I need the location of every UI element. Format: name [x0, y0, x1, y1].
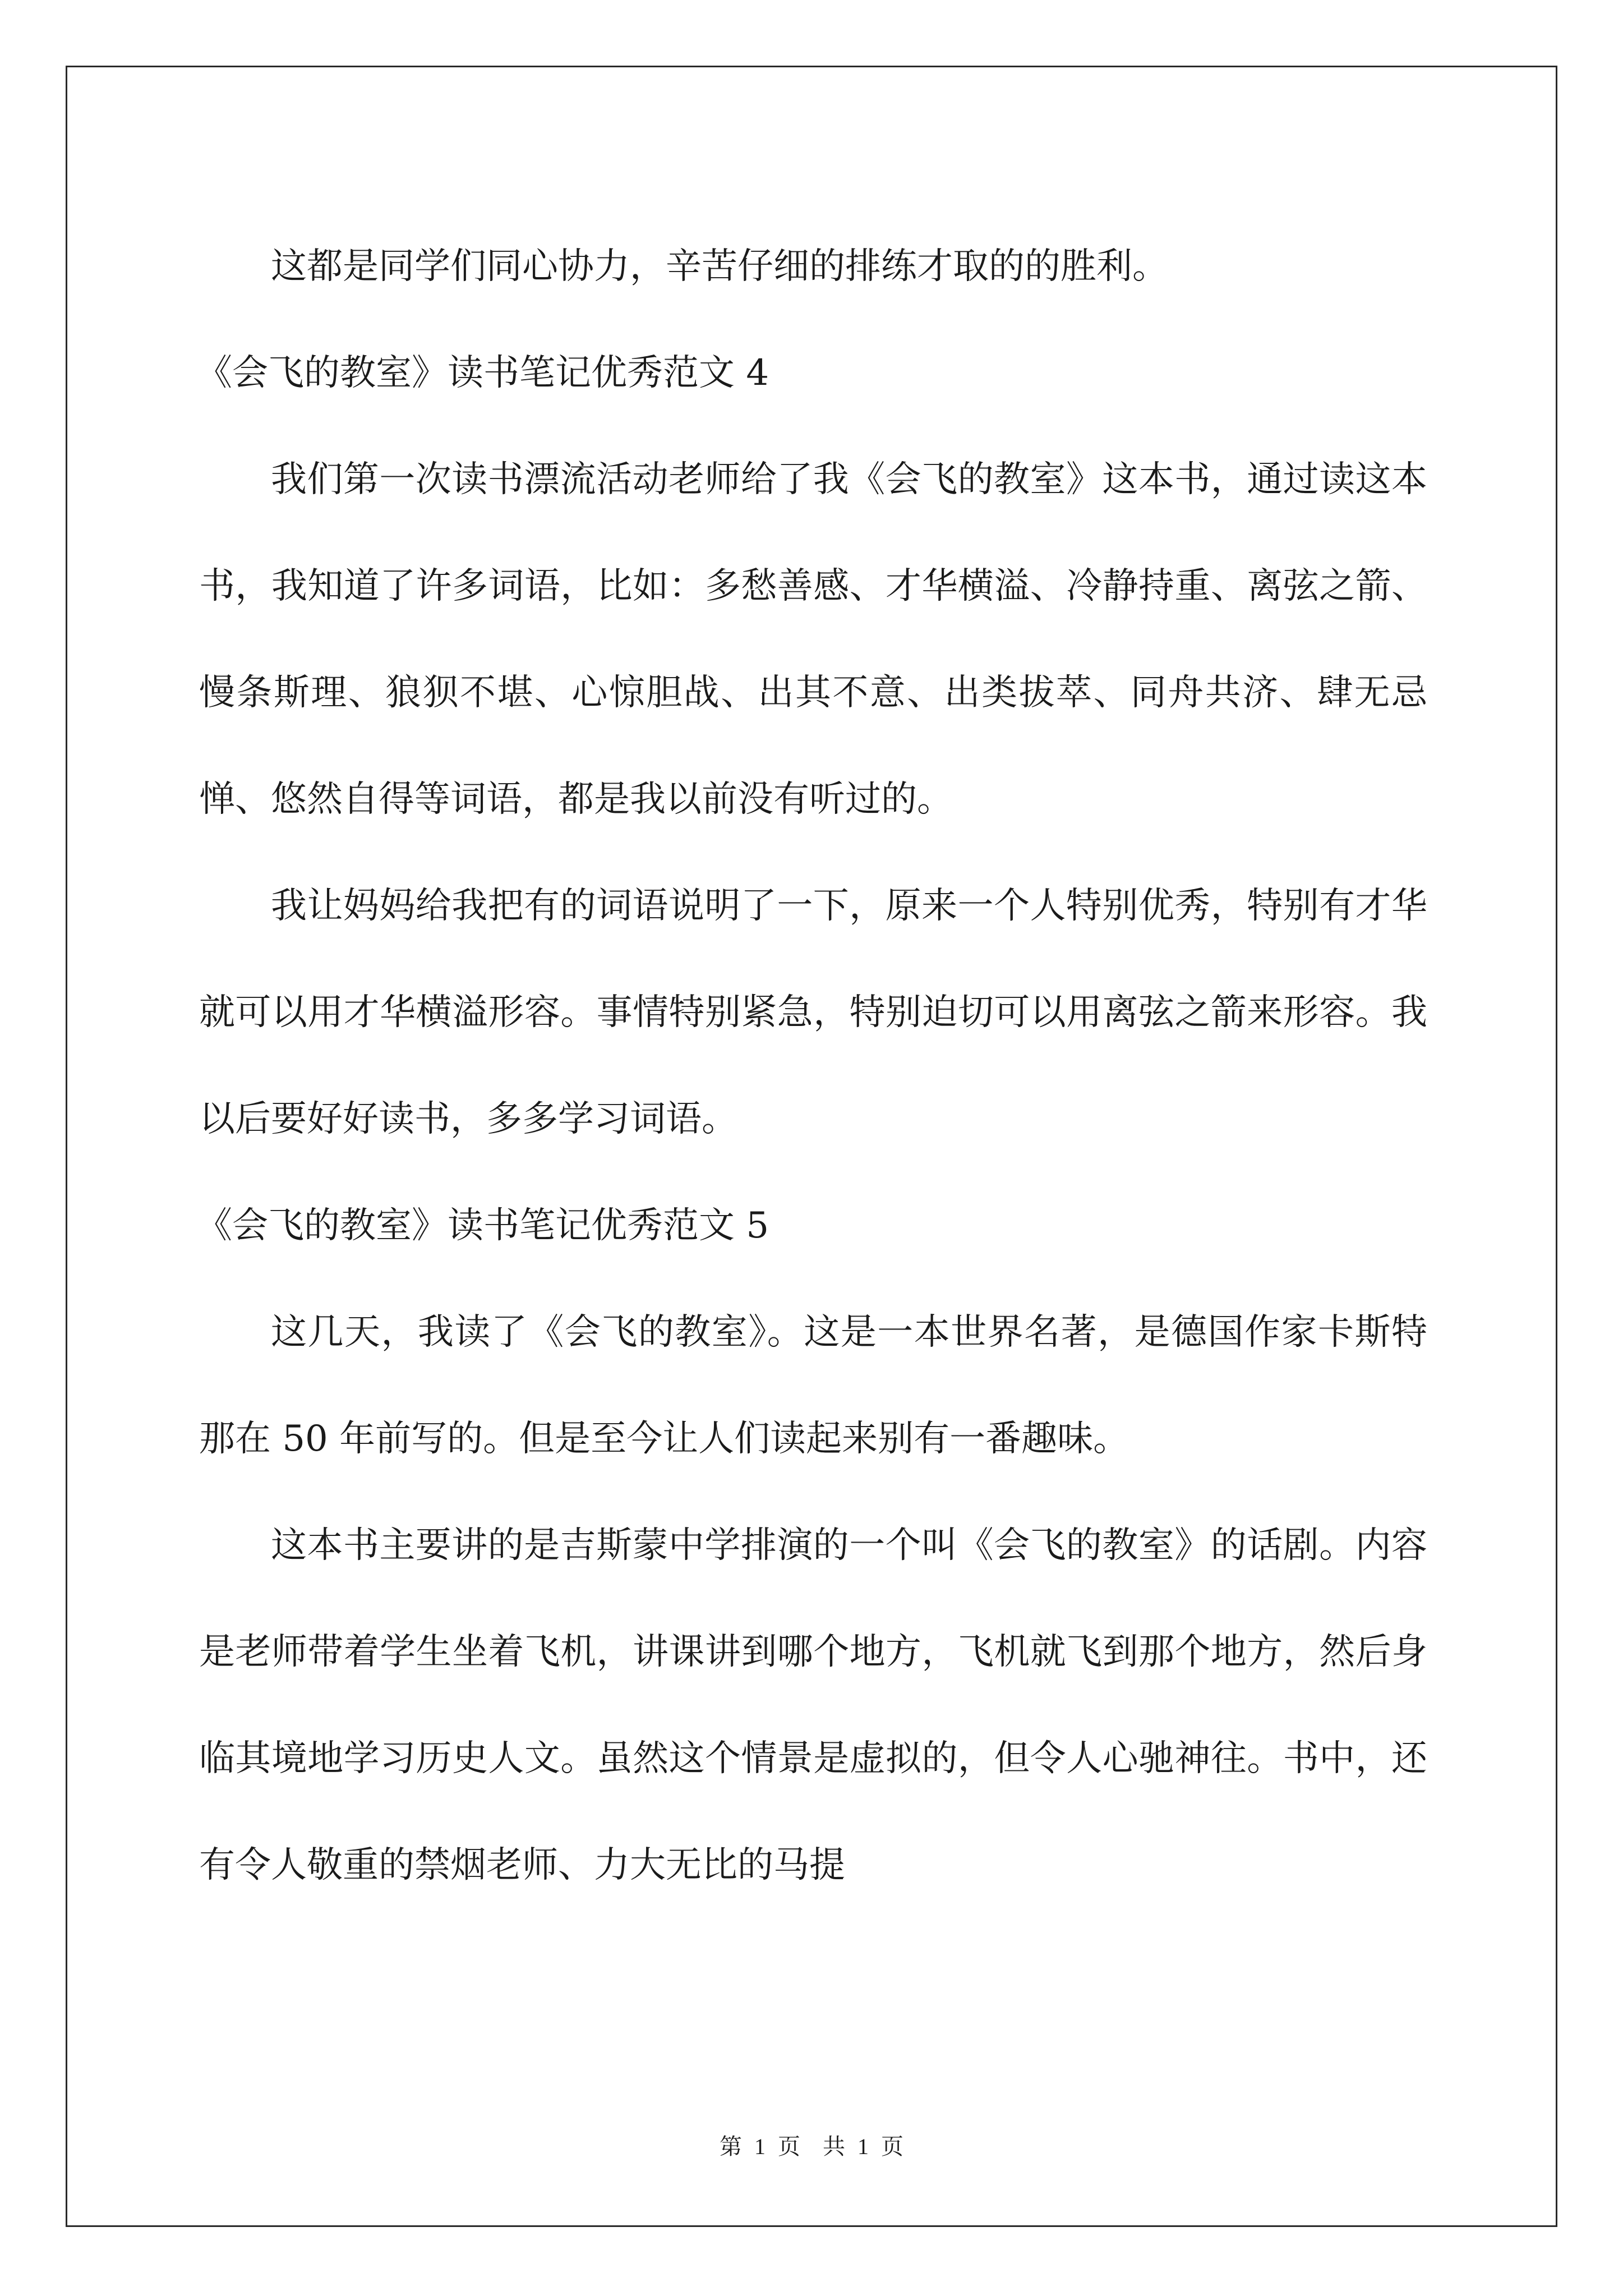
paragraph: 这几天，我读了《会飞的教室》。这是一本世界名著，是德国作家卡斯特那在 50 年前写的。但是至今让人们读起来别有一番趣味。 [199, 1312, 1427, 1460]
document-body [196, 213, 1427, 1918]
paragraph: 我们第一次读书漂流活动老师给了我《会飞的教室》这本书，通过读这本书，我知道了许多词语，比如：多愁善感、才华横溢、冷静持重、离弦之箭、慢条斯理、狼狈不堪、心惊胆战、出其不意、出类拔萃、同舟共济、肆无忌惮、悠然自得等词语，都是我以前没有听过的。 [199, 459, 1427, 820]
paragraph: 我让妈妈给我把有的词语说明了一下，原来一个人特别优秀，特别有才华就可以用才华横溢形容。事情特别紧急，特别迫切可以用离弦之箭来形容。我以后要好好读书，多多学习词语。 [199, 885, 1427, 1140]
section-heading: 《会飞的教室》读书笔记优秀范文 4 [196, 352, 769, 394]
section-heading: 《会飞的教室》读书笔记优秀范文 5 [196, 1205, 769, 1246]
page-number: 第 1 页 共 1 页 [720, 2134, 903, 2159]
paragraph: 这本书主要讲的是吉斯蒙中学排演的一个叫《会飞的教室》的话剧。内容是老师带着学生坐着飞机，讲课讲到哪个地方，飞机就飞到那个地方，然后身临其境地学习历史人文。虽然这个情景是虚拟的，但令人心驰神往。书中，还有令人敬重的禁烟老师、力大无比的马提 [199, 1525, 1427, 1886]
paragraph: 这都是同学们同心协力，辛苦仔细的排练才取的的胜利。 [271, 246, 1168, 287]
